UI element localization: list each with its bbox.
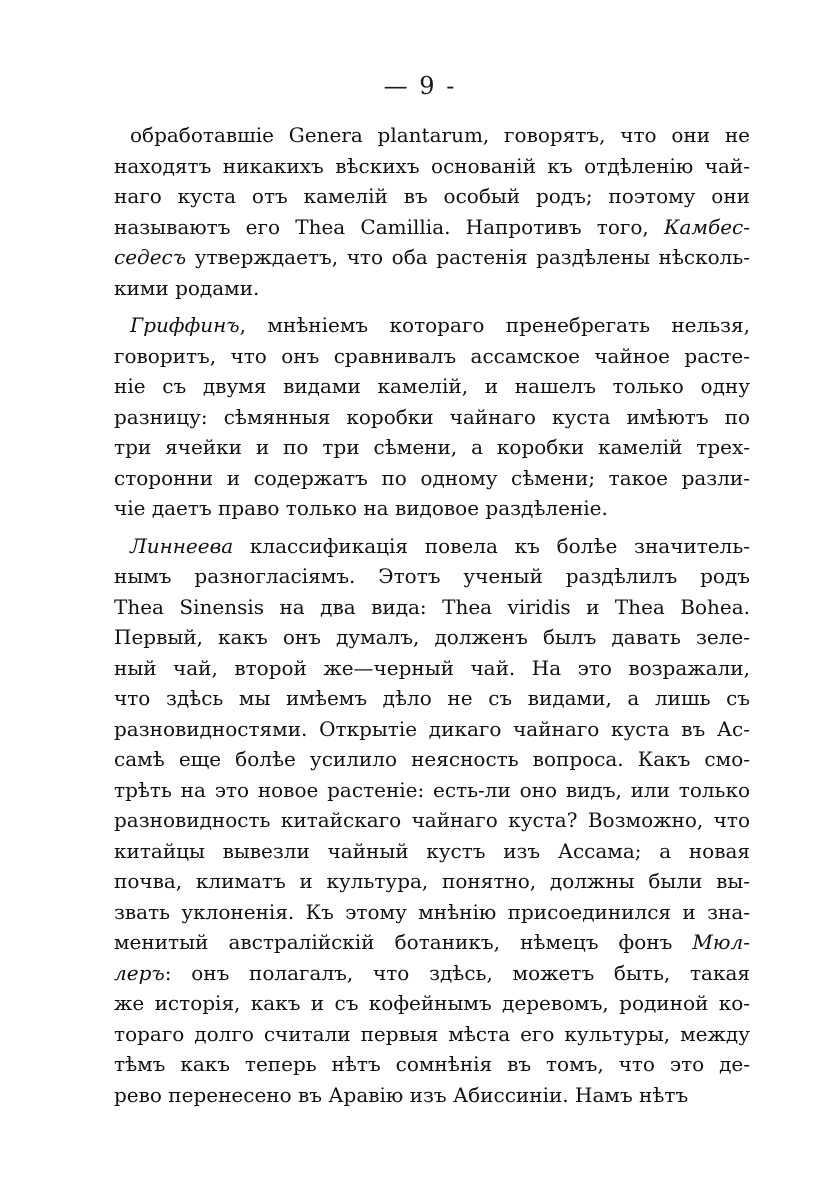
paragraph xyxy=(114,531,750,1111)
line-text: трѣть на это новое растеніе: есть-ли оно видъ, или только xyxy=(114,777,750,802)
text-line xyxy=(114,805,750,836)
italic-name: седесъ xyxy=(114,245,187,269)
text-line xyxy=(114,592,750,623)
text-line xyxy=(114,561,750,592)
text-line xyxy=(114,897,750,928)
line-text: рево перенесено въ Аравію изъ Абиссиніи. Намъ нѣтъ xyxy=(114,1082,689,1107)
line-text: ніе съ двумя видами камелій, и нашелъ только одну xyxy=(114,374,750,398)
text-line xyxy=(114,714,750,745)
italic-name: Линнеева xyxy=(130,533,234,558)
line-text: разновидностями. Открытіе дикаго чайнаго куста въ Ас- xyxy=(114,716,750,741)
text-line xyxy=(114,242,750,273)
line-text: китайцы вывезли чайный кустъ изъ Ассама; а новая xyxy=(114,838,750,863)
line-text: сторонни и содержатъ по одному сѣмени; такое разли- xyxy=(114,465,750,490)
text-line xyxy=(114,432,750,463)
line-text: менитый австралійскій ботаникъ, нѣмецъ фонъ xyxy=(114,930,693,954)
line-text: нымъ разногласіямъ. Этотъ ученый раздѣлилъ родъ xyxy=(114,564,750,588)
line-text: почва, климатъ и культура, понятно, должны были вы- xyxy=(114,869,750,893)
text-line xyxy=(114,1019,750,1050)
line-text: обработавшіе Genera plantarum, говорятъ, что они не xyxy=(130,123,750,147)
line-text: разницу: сѣмянныя коробки чайнаго куста имѣютъ по xyxy=(114,404,750,429)
text-line xyxy=(114,402,750,433)
line-text: три ячейки и по три сѣмени, а коробки камелій трех- xyxy=(114,435,750,459)
text-line xyxy=(114,493,750,524)
line-text: называютъ его Thea Camillia. Напротивъ того, xyxy=(114,214,664,239)
text-line xyxy=(114,120,750,151)
line-text: находятъ никакихъ вѣскихъ основаній къ отдѣленію чай- xyxy=(114,153,750,178)
line-text: же исторія, какъ и съ кофейнымъ деревомъ, родиной ко- xyxy=(114,991,750,1015)
paragraph xyxy=(114,310,750,524)
page-number: — 9 - xyxy=(383,72,457,100)
line-text: говоритъ, что онъ сравнивалъ ассамское чайное расте- xyxy=(114,343,750,368)
line-text: чіе даетъ право только на видовое раздѣленіе. xyxy=(114,496,608,520)
italic-name: Мюл- xyxy=(692,930,750,954)
text-line xyxy=(114,683,750,714)
paragraph-gap xyxy=(114,303,750,310)
paragraph-gap xyxy=(114,524,750,531)
text-line xyxy=(114,151,750,182)
line-text: Первый, какъ онъ думалъ, долженъ былъ давать зеле- xyxy=(114,625,750,649)
line-text: звать уклоненія. Къ этому мнѣнію присоединился и зна- xyxy=(114,899,750,924)
line-text: тѣмъ какъ теперь нѣтъ сомнѣнія въ томъ, что это де- xyxy=(114,1052,750,1076)
text-line xyxy=(114,927,750,958)
text-line xyxy=(114,463,750,494)
line-text: что здѣсь мы имѣемъ дѣло не съ видами, а лишь съ xyxy=(114,686,750,710)
text-line xyxy=(114,775,750,806)
line-text: Thea Sinensis на два вида: Thea viridis и Thea Bohea. xyxy=(114,594,750,619)
line-text: наго куста отъ камелій въ особый родъ; поэтому они xyxy=(114,184,750,208)
line-text: кими родами. xyxy=(114,275,260,300)
line-text: : онъ полагалъ, что здѣсь, можетъ быть, такая xyxy=(164,960,750,985)
body-text xyxy=(114,120,750,1110)
text-line xyxy=(114,744,750,775)
text-line xyxy=(114,958,750,989)
line-text: тораго долго считали первыя мѣста его культуры, между xyxy=(114,1021,750,1046)
line-text: классификація повела къ болѣе значитель- xyxy=(233,533,750,558)
text-line xyxy=(114,1080,750,1111)
text-line xyxy=(114,212,750,243)
text-line xyxy=(114,531,750,562)
text-line xyxy=(114,341,750,372)
line-text: самѣ еще болѣе усилило неясность вопроса. Какъ смо- xyxy=(114,747,750,771)
text-line xyxy=(114,1049,750,1080)
italic-name: леръ xyxy=(114,960,165,985)
text-line xyxy=(114,836,750,867)
text-line xyxy=(114,181,750,212)
text-line xyxy=(114,988,750,1019)
line-text: разновидность китайскаго чайнаго куста? Возможно, что xyxy=(114,808,750,832)
italic-name: Камбес- xyxy=(664,214,750,239)
text-line xyxy=(114,371,750,402)
line-text: утверждаетъ, что оба растенія раздѣлены нѣсколь- xyxy=(186,245,750,269)
text-line xyxy=(114,622,750,653)
text-line xyxy=(114,653,750,684)
line-text: ный чай, второй же—черный чай. На это возражали, xyxy=(114,655,750,680)
line-text: , мнѣніемъ котораго пренебрегать нельзя, xyxy=(239,313,750,337)
text-line xyxy=(114,866,750,897)
text-line xyxy=(114,310,750,341)
paragraph xyxy=(114,120,750,303)
italic-name: Гриффинъ xyxy=(130,313,240,337)
text-line xyxy=(114,273,750,304)
